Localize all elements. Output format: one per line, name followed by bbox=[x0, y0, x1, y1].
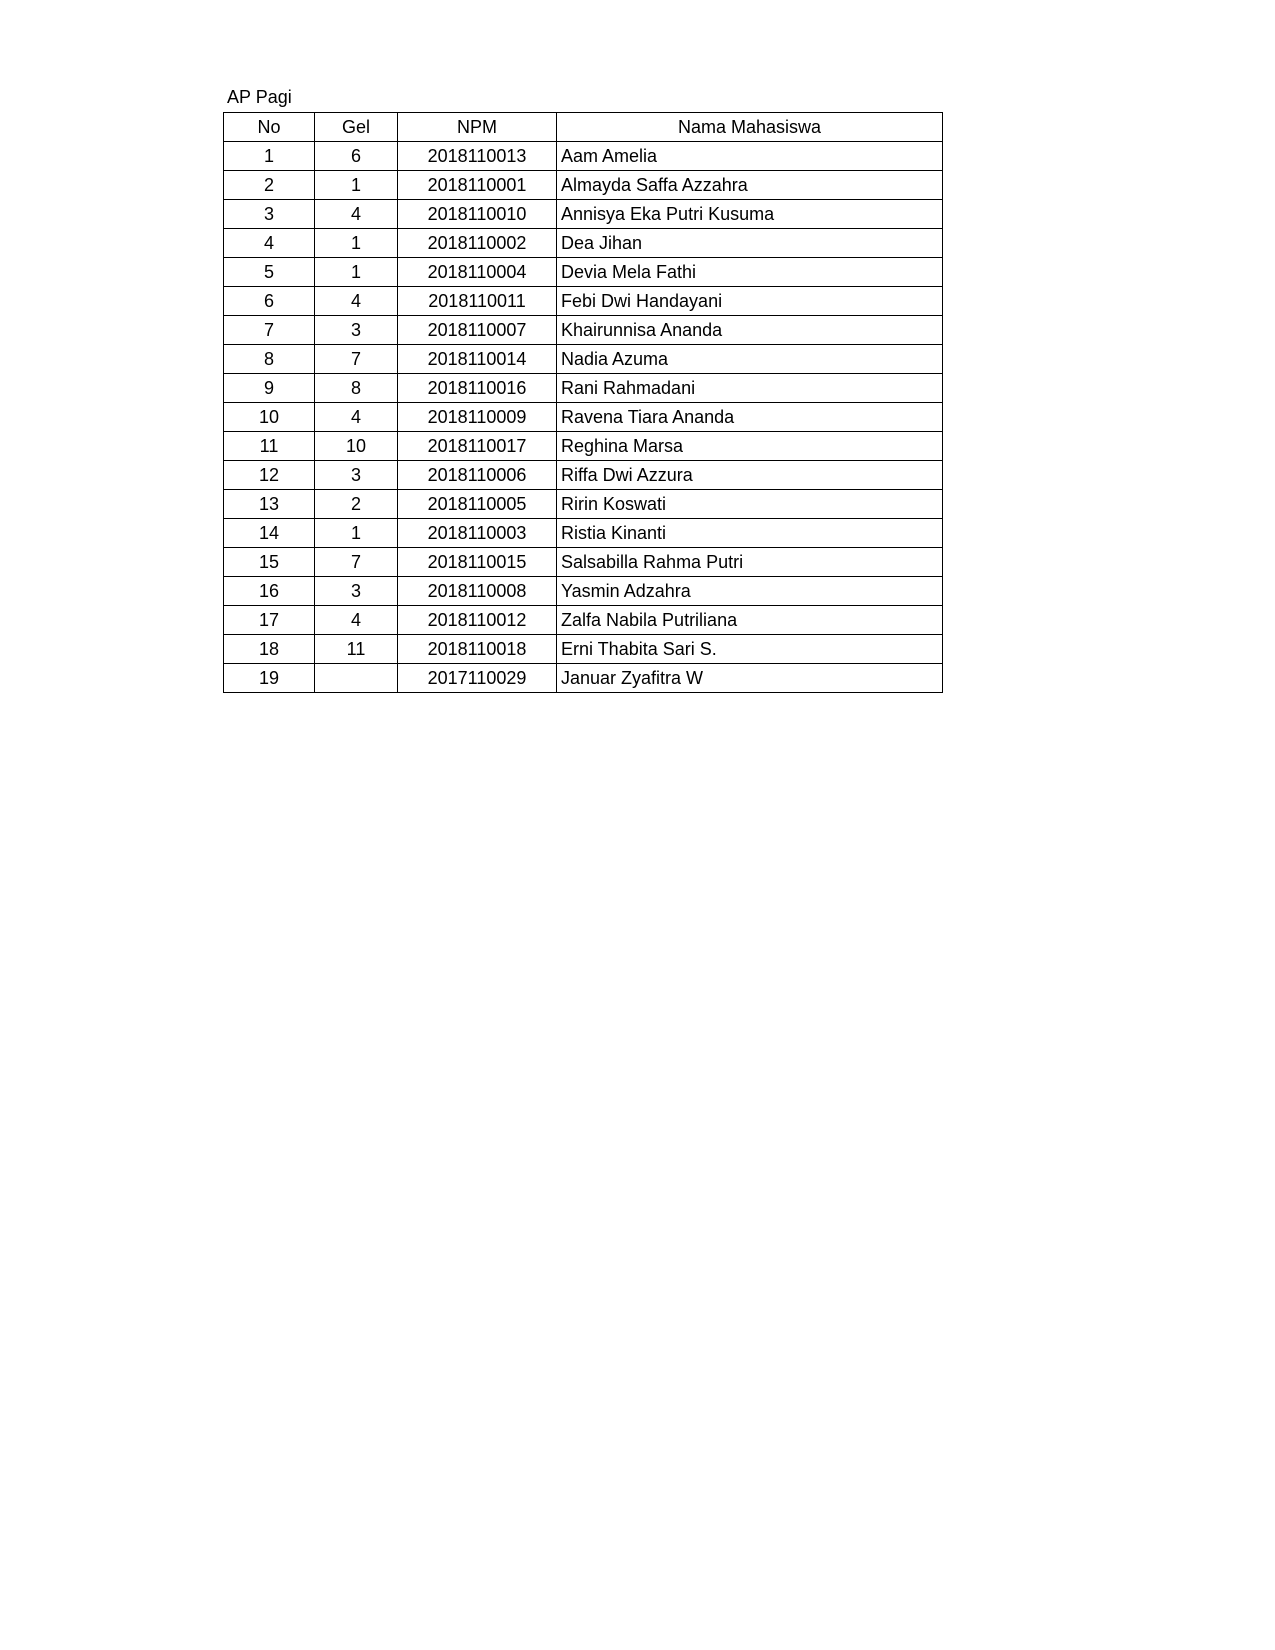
table-row bbox=[224, 229, 943, 258]
cell-name: Reghina Marsa bbox=[557, 432, 943, 461]
cell-gel: 10 bbox=[315, 432, 398, 461]
table-row bbox=[224, 258, 943, 287]
cell-gel: 4 bbox=[315, 606, 398, 635]
cell-no: 19 bbox=[224, 664, 315, 693]
cell-gel: 1 bbox=[315, 229, 398, 258]
column-header-gel: Gel bbox=[315, 113, 398, 142]
cell-npm: 2018110006 bbox=[398, 461, 557, 490]
table-row bbox=[224, 606, 943, 635]
cell-no: 3 bbox=[224, 200, 315, 229]
table-row bbox=[224, 577, 943, 606]
cell-gel: 4 bbox=[315, 200, 398, 229]
cell-npm: 2018110016 bbox=[398, 374, 557, 403]
cell-gel: 2 bbox=[315, 490, 398, 519]
cell-npm: 2018110004 bbox=[398, 258, 557, 287]
cell-npm: 2018110007 bbox=[398, 316, 557, 345]
table-row bbox=[224, 171, 943, 200]
cell-name: Febi Dwi Handayani bbox=[557, 287, 943, 316]
student-roster-table bbox=[223, 112, 943, 693]
cell-name: Yasmin Adzahra bbox=[557, 577, 943, 606]
cell-name: Almayda Saffa Azzahra bbox=[557, 171, 943, 200]
cell-npm: 2018110013 bbox=[398, 142, 557, 171]
table-row bbox=[224, 548, 943, 577]
cell-no: 10 bbox=[224, 403, 315, 432]
cell-no: 4 bbox=[224, 229, 315, 258]
cell-name: Riffa Dwi Azzura bbox=[557, 461, 943, 490]
cell-gel bbox=[315, 664, 398, 693]
cell-gel: 3 bbox=[315, 461, 398, 490]
table-row bbox=[224, 200, 943, 229]
cell-name: Dea Jihan bbox=[557, 229, 943, 258]
cell-name: Januar Zyafitra W bbox=[557, 664, 943, 693]
cell-gel: 4 bbox=[315, 287, 398, 316]
cell-no: 15 bbox=[224, 548, 315, 577]
cell-gel: 8 bbox=[315, 374, 398, 403]
cell-no: 8 bbox=[224, 345, 315, 374]
table-row bbox=[224, 490, 943, 519]
cell-npm: 2018110001 bbox=[398, 171, 557, 200]
cell-gel: 11 bbox=[315, 635, 398, 664]
cell-no: 12 bbox=[224, 461, 315, 490]
cell-name: Ririn Koswati bbox=[557, 490, 943, 519]
table-row bbox=[224, 374, 943, 403]
cell-npm: 2018110015 bbox=[398, 548, 557, 577]
cell-gel: 1 bbox=[315, 171, 398, 200]
cell-name: Salsabilla Rahma Putri bbox=[557, 548, 943, 577]
table-row bbox=[224, 635, 943, 664]
table-row bbox=[224, 345, 943, 374]
column-header-npm: NPM bbox=[398, 113, 557, 142]
cell-npm: 2018110010 bbox=[398, 200, 557, 229]
cell-name: Zalfa Nabila Putriliana bbox=[557, 606, 943, 635]
cell-npm: 2017110029 bbox=[398, 664, 557, 693]
table-header-row bbox=[224, 113, 943, 142]
table-row bbox=[224, 432, 943, 461]
cell-gel: 7 bbox=[315, 548, 398, 577]
cell-name: Ravena Tiara Ananda bbox=[557, 403, 943, 432]
column-header-no: No bbox=[224, 113, 315, 142]
cell-gel: 6 bbox=[315, 142, 398, 171]
cell-no: 16 bbox=[224, 577, 315, 606]
cell-npm: 2018110008 bbox=[398, 577, 557, 606]
cell-no: 5 bbox=[224, 258, 315, 287]
table-body bbox=[224, 142, 943, 693]
cell-gel: 4 bbox=[315, 403, 398, 432]
cell-no: 17 bbox=[224, 606, 315, 635]
table-row bbox=[224, 316, 943, 345]
cell-name: Nadia Azuma bbox=[557, 345, 943, 374]
cell-gel: 3 bbox=[315, 316, 398, 345]
cell-no: 11 bbox=[224, 432, 315, 461]
table-row bbox=[224, 664, 943, 693]
cell-gel: 1 bbox=[315, 258, 398, 287]
cell-npm: 2018110002 bbox=[398, 229, 557, 258]
cell-gel: 1 bbox=[315, 519, 398, 548]
cell-no: 7 bbox=[224, 316, 315, 345]
cell-name: Khairunnisa Ananda bbox=[557, 316, 943, 345]
cell-npm: 2018110003 bbox=[398, 519, 557, 548]
cell-no: 9 bbox=[224, 374, 315, 403]
cell-npm: 2018110009 bbox=[398, 403, 557, 432]
cell-name: Devia Mela Fathi bbox=[557, 258, 943, 287]
cell-npm: 2018110011 bbox=[398, 287, 557, 316]
cell-name: Annisya Eka Putri Kusuma bbox=[557, 200, 943, 229]
cell-npm: 2018110018 bbox=[398, 635, 557, 664]
cell-gel: 3 bbox=[315, 577, 398, 606]
cell-name: Rani Rahmadani bbox=[557, 374, 943, 403]
cell-no: 1 bbox=[224, 142, 315, 171]
table-row bbox=[224, 403, 943, 432]
cell-name: Aam Amelia bbox=[557, 142, 943, 171]
cell-npm: 2018110017 bbox=[398, 432, 557, 461]
table-row bbox=[224, 287, 943, 316]
cell-npm: 2018110005 bbox=[398, 490, 557, 519]
cell-name: Ristia Kinanti bbox=[557, 519, 943, 548]
cell-no: 18 bbox=[224, 635, 315, 664]
table-row bbox=[224, 142, 943, 171]
column-header-name: Nama Mahasiswa bbox=[557, 113, 943, 142]
cell-npm: 2018110014 bbox=[398, 345, 557, 374]
cell-no: 14 bbox=[224, 519, 315, 548]
cell-no: 13 bbox=[224, 490, 315, 519]
cell-npm: 2018110012 bbox=[398, 606, 557, 635]
sheet-title: AP Pagi bbox=[227, 87, 292, 107]
cell-gel: 7 bbox=[315, 345, 398, 374]
cell-name: Erni Thabita Sari S. bbox=[557, 635, 943, 664]
cell-no: 2 bbox=[224, 171, 315, 200]
table-row bbox=[224, 519, 943, 548]
cell-no: 6 bbox=[224, 287, 315, 316]
table-row bbox=[224, 461, 943, 490]
